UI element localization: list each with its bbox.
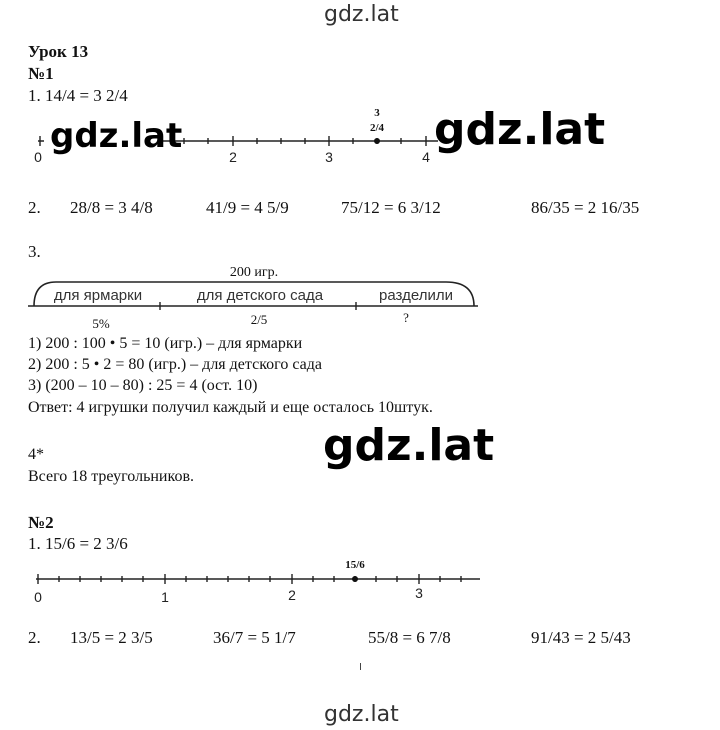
nl1-point-bottom: 2/4 [369,122,385,134]
s1-item2-eq3: 75/12 = 6 3/12 [341,198,441,217]
diagram-below-3: ? [403,310,409,325]
nl2-label-1: 1 [161,589,169,605]
solution-line-3: 3) (200 – 10 – 80) : 25 = 4 (ост. 10) [28,377,258,394]
lesson-title: Урок 13 [28,42,89,61]
diagram-part-1: для ярмарки [53,287,143,304]
s2-item2-eq3: 55/8 = 6 7/8 [368,628,451,647]
nl2-label-3: 3 [415,585,423,601]
nl1-label-3: 3 [325,149,333,165]
number-line-1-point [374,138,380,144]
s2-item2-eq4: 91/43 = 2 5/43 [531,628,631,647]
diagram-below-2: 2/5 [250,312,268,327]
answer-line: Ответ: 4 игрушки получил каждый и еще осталось 10штук. [28,399,433,416]
nl1-label-0: 0 [34,149,42,165]
watermark-bottom: gdz.lat [324,702,399,727]
s1-item2-eq2: 41/9 = 4 5/9 [206,198,289,217]
diagram-part-2: для детского сада [196,287,324,304]
solution-line-2: 2) 200 : 5 • 2 = 80 (игр.) – для детского сада [28,356,322,373]
s1-item1: 1. 14/4 = 3 2/4 [28,86,128,105]
s1-item4-text: Всего 18 треугольников. [28,468,194,485]
watermark-numberline-right: gdz.lat [434,104,606,155]
nl2-label-2: 2 [288,587,296,603]
section2-header: №2 [28,513,54,532]
number-line-2 [30,552,486,608]
diagram-part-3: разделили [379,287,453,304]
s2-item1: 1. 15/6 = 2 3/6 [28,534,128,553]
nl1-label-2: 2 [229,149,237,165]
number-line-2-point [352,576,358,582]
s2-item2-num: 2. [28,628,41,647]
stray-mark [360,663,361,670]
s1-item2-num: 2. [28,198,41,217]
watermark-middle: gdz.lat [323,420,495,471]
diagram-below-1: 5% [92,316,110,331]
s1-item2-eq4: 86/35 = 2 16/35 [531,198,640,217]
section1-header: №1 [28,64,54,83]
nl1-point-top: 3 [374,107,380,119]
watermark-numberline-left: gdz.lat [50,116,183,156]
diagram-total: 200 игр. [229,265,279,280]
s1-item4-num: 4* [28,446,44,463]
nl2-label-0: 0 [34,589,42,605]
s1-item3-num: 3. [28,242,41,261]
watermark-top: gdz.lat [324,2,399,27]
nl1-label-4: 4 [422,149,430,165]
segment-diagram [26,260,482,332]
s2-item2-eq2: 36/7 = 5 1/7 [213,628,296,647]
solution-line-1: 1) 200 : 100 • 5 = 10 (игр.) – для ярмарки [28,335,303,352]
s2-item2-eq1: 13/5 = 2 3/5 [70,628,153,647]
nl2-point-label: 15/6 [345,559,365,571]
s1-item2-eq1: 28/8 = 3 4/8 [70,198,153,217]
